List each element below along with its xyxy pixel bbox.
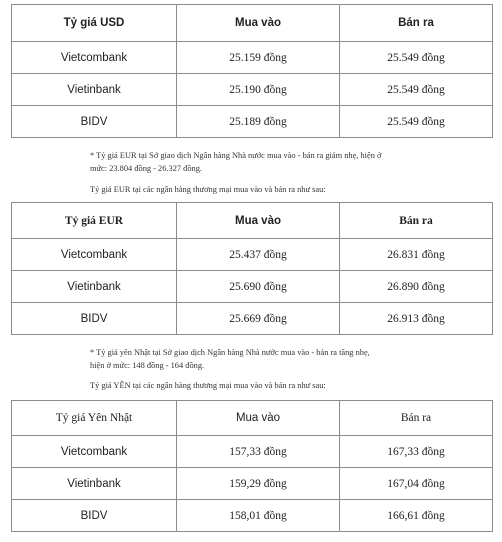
header-cell: Bán ra xyxy=(340,401,493,436)
eur-intro: Tỷ giá EUR tại các ngân hàng thương mại mua vào và bán ra như sau: xyxy=(90,185,326,194)
buy-rate-cell: 25.159 đồng xyxy=(177,42,340,74)
buy-rate-cell: 25.437 đồng xyxy=(177,239,340,271)
sell-rate-cell: 166,61 đồng xyxy=(340,500,493,532)
eur-note-line-1: * Tỷ giá EUR tại Sở giao dịch Ngân hàng Nhà nước mua vào - bán ra giảm nhẹ, hiện ở xyxy=(90,151,382,160)
header-cell: Mua vào xyxy=(177,401,340,436)
bank-name-cell: Vietinbank xyxy=(12,271,177,303)
table-row xyxy=(12,500,493,532)
eur-rate-table xyxy=(11,202,493,335)
table-row xyxy=(12,42,493,74)
bank-name-cell: BIDV xyxy=(12,500,177,532)
eur-note xyxy=(90,149,420,175)
table-header-row xyxy=(12,401,493,436)
buy-rate-cell: 158,01 đồng xyxy=(177,500,340,532)
table-row xyxy=(12,271,493,303)
table-row xyxy=(12,106,493,138)
table-row xyxy=(12,436,493,468)
bank-name-cell: BIDV xyxy=(12,106,177,138)
sell-rate-cell: 26.890 đồng xyxy=(340,271,493,303)
table-row xyxy=(12,239,493,271)
buy-rate-cell: 25.690 đồng xyxy=(177,271,340,303)
sell-rate-cell: 167,33 đồng xyxy=(340,436,493,468)
bank-name-cell: Vietinbank xyxy=(12,468,177,500)
table-header-row xyxy=(12,203,493,239)
header-cell: Mua vào xyxy=(177,5,340,42)
sell-rate-cell: 26.831 đồng xyxy=(340,239,493,271)
table-row xyxy=(12,74,493,106)
header-cell: Tỷ giá USD xyxy=(12,5,177,42)
header-cell: Bán ra xyxy=(340,203,493,239)
buy-rate-cell: 25.190 đồng xyxy=(177,74,340,106)
sell-rate-cell: 25.549 đồng xyxy=(340,106,493,138)
yen-note-line-1: * Tỷ giá yên Nhật tại Sở giao dịch Ngân hàng Nhà nước mua vào - bán ra tăng nhẹ, xyxy=(90,348,370,357)
bank-name-cell: Vietcombank xyxy=(12,239,177,271)
bank-name-cell: Vietcombank xyxy=(12,42,177,74)
table-row xyxy=(12,303,493,335)
sell-rate-cell: 25.549 đồng xyxy=(340,74,493,106)
buy-rate-cell: 25.189 đồng xyxy=(177,106,340,138)
sell-rate-cell: 25.549 đồng xyxy=(340,42,493,74)
header-cell: Mua vào xyxy=(177,203,340,239)
header-cell: Tỷ giá Yên Nhật xyxy=(12,401,177,436)
sell-rate-cell: 26.913 đồng xyxy=(340,303,493,335)
table-header-row xyxy=(12,5,493,42)
bank-name-cell: Vietcombank xyxy=(12,436,177,468)
bank-name-cell: BIDV xyxy=(12,303,177,335)
yen-rate-table xyxy=(11,400,493,532)
yen-note-line-2: hiện ở mức: 148 đồng - 164 đồng. xyxy=(90,361,205,370)
yen-note xyxy=(90,346,420,372)
yen-intro: Tỷ giá YÊN tại các ngân hàng thương mại mua vào và bán ra như sau: xyxy=(90,381,326,390)
header-cell: Tỷ giá EUR xyxy=(12,203,177,239)
eur-note-line-2: mức: 23.804 đồng - 26.327 đồng. xyxy=(90,164,203,173)
table-row xyxy=(12,468,493,500)
usd-rate-table xyxy=(11,4,493,138)
buy-rate-cell: 159,29 đồng xyxy=(177,468,340,500)
bank-name-cell: Vietinbank xyxy=(12,74,177,106)
header-cell: Bán ra xyxy=(340,5,493,42)
buy-rate-cell: 25.669 đồng xyxy=(177,303,340,335)
sell-rate-cell: 167,04 đồng xyxy=(340,468,493,500)
buy-rate-cell: 157,33 đồng xyxy=(177,436,340,468)
